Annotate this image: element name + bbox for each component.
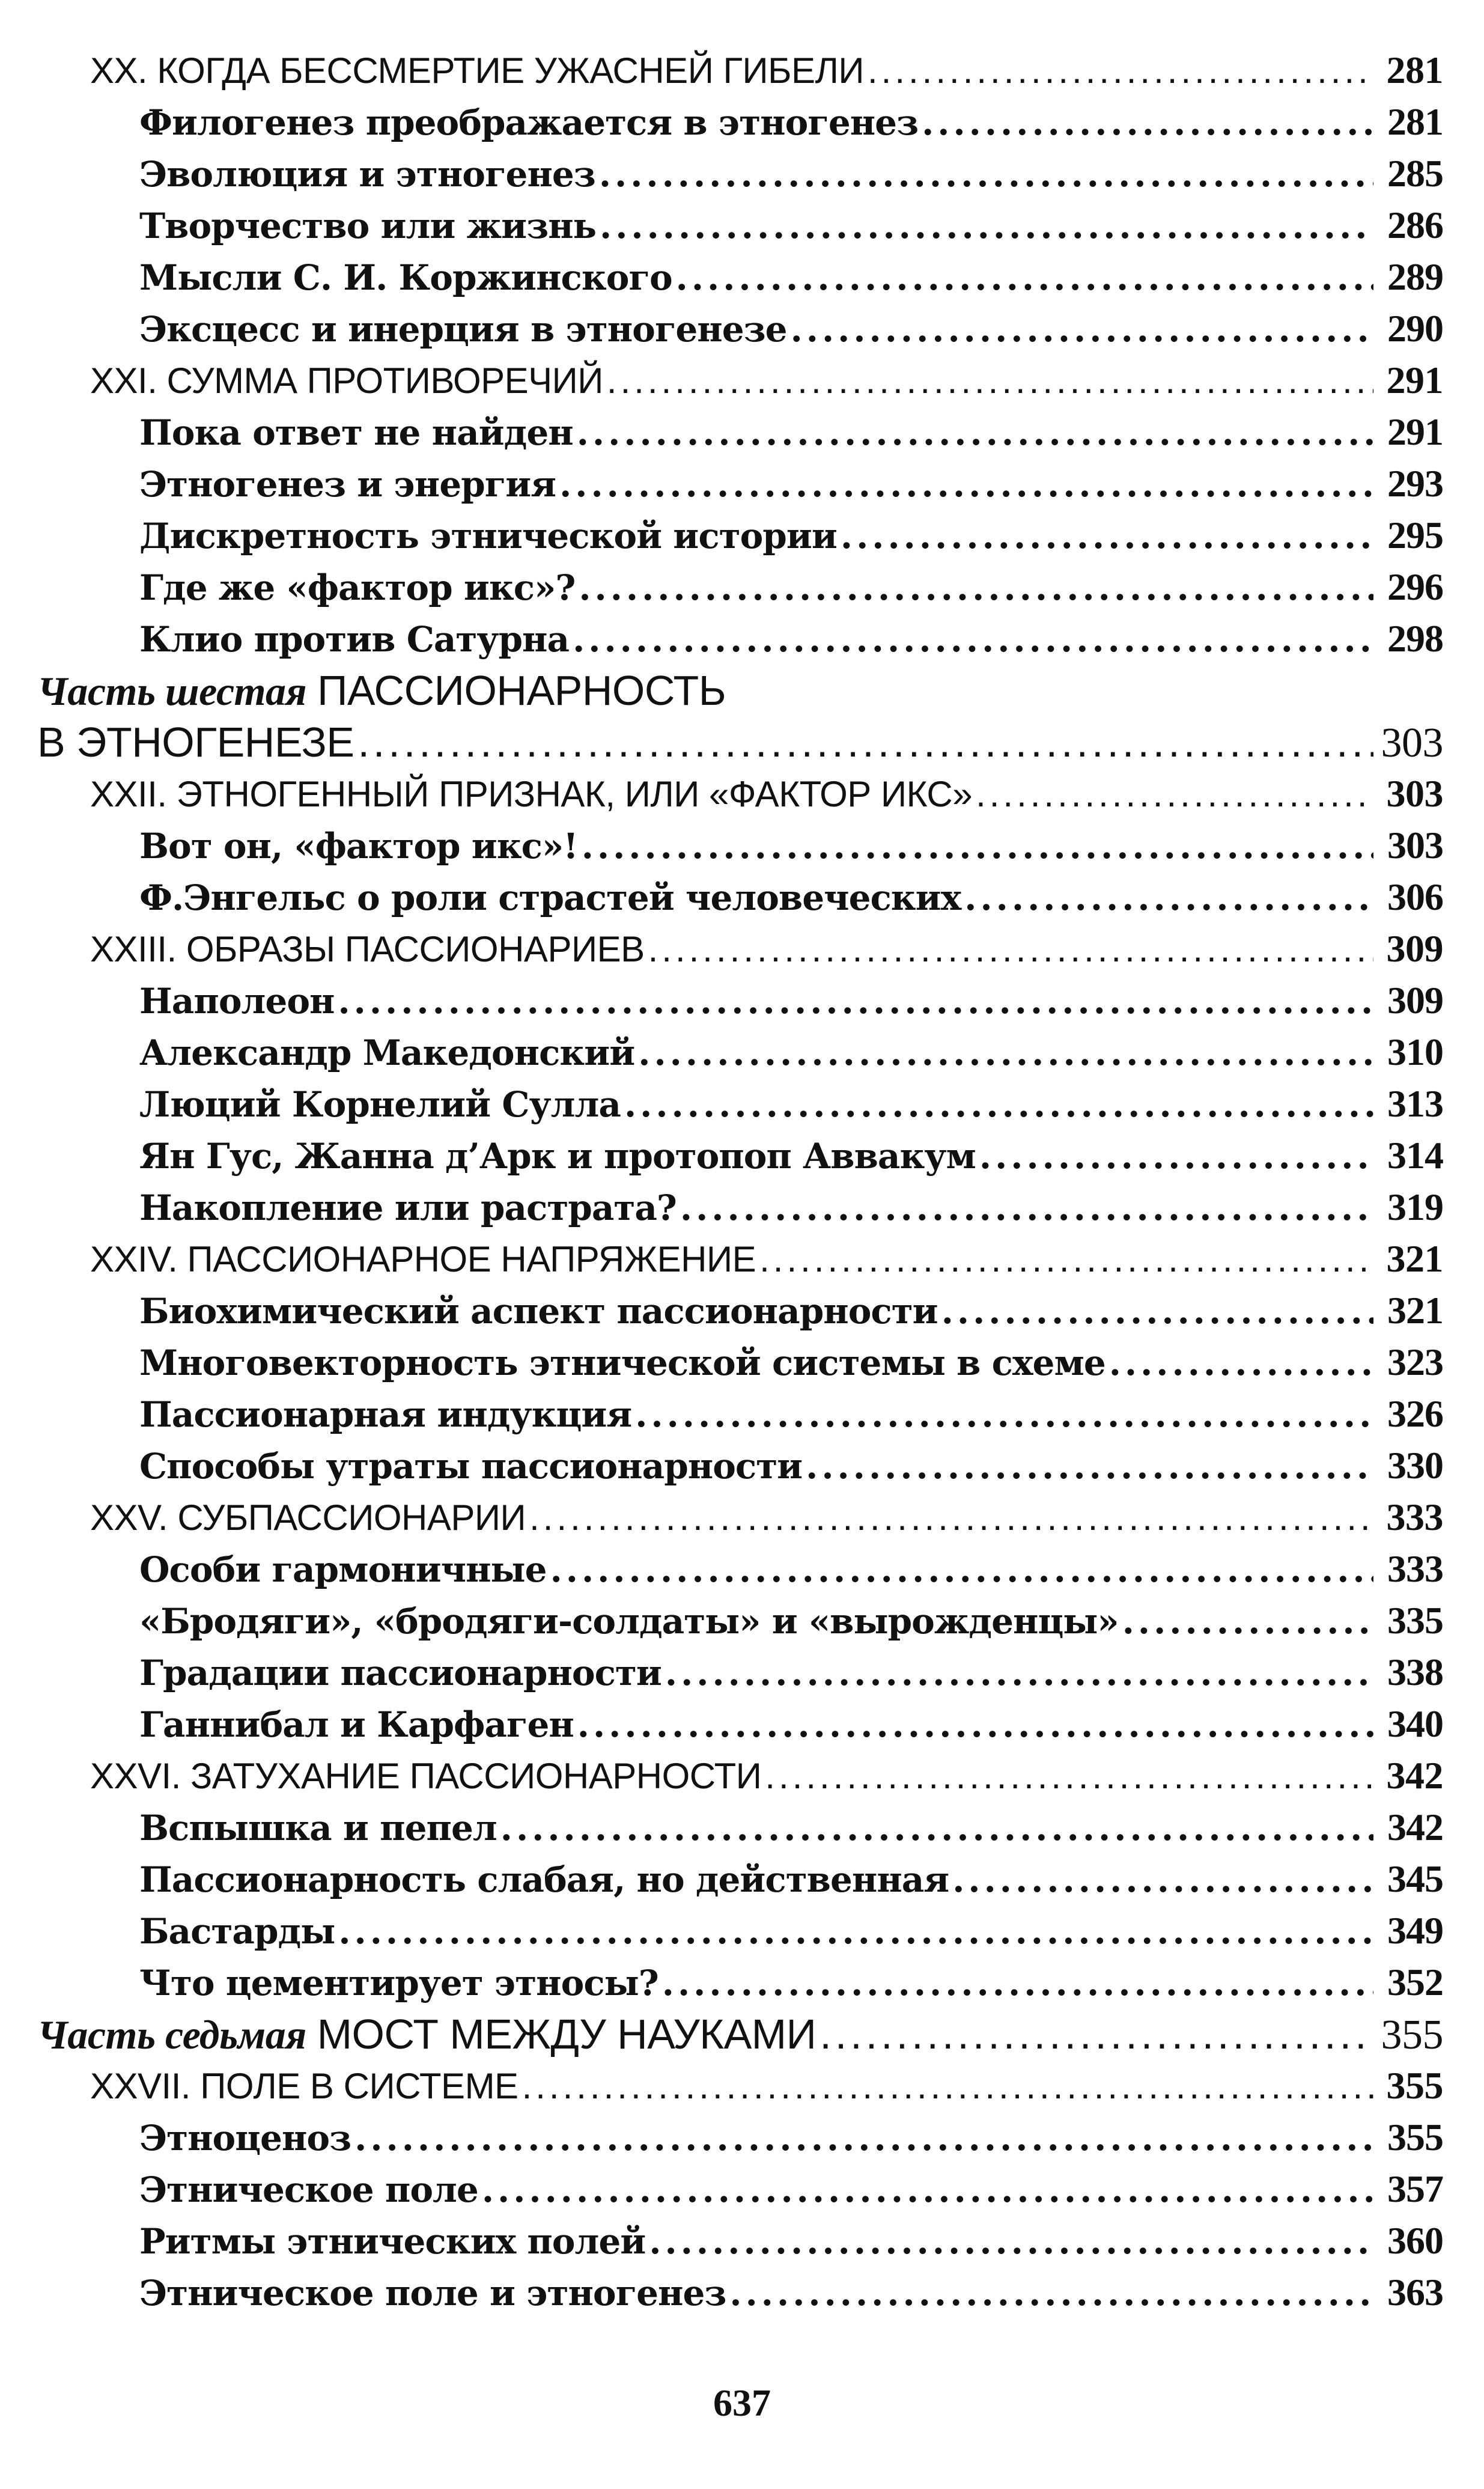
dot-leader <box>941 1285 1373 1337</box>
dot-leader <box>665 1647 1373 1699</box>
dot-leader <box>338 1906 1373 1957</box>
entry-title-text: Мысли С. И. Коржинского <box>139 257 672 298</box>
entry-title-text: Что цементирует этносы? <box>139 1963 658 2003</box>
entry-page-number: 338 <box>1387 1651 1443 1693</box>
entry-page-number: 314 <box>1387 1134 1443 1177</box>
toc-chapter-entry <box>37 923 1443 975</box>
entry-title-text: Многовекторность этнической системы в схеме <box>139 1342 1105 1383</box>
dot-leader <box>573 614 1373 665</box>
toc-section-entry <box>37 1543 1443 1595</box>
entry-page-number: 290 <box>1387 307 1443 350</box>
entry-page-number: 357 <box>1387 2168 1443 2210</box>
entry-page-number: 303 <box>1386 772 1443 815</box>
toc-part-entry <box>37 716 1443 768</box>
dot-leader <box>638 1027 1373 1079</box>
entry-title <box>139 1544 547 1595</box>
dot-leader <box>662 1957 1373 2009</box>
toc-section-entry <box>37 1853 1443 1905</box>
entry-title <box>139 2164 478 2216</box>
entry-title-text: Ритмы этнических полей <box>139 2221 646 2262</box>
dot-leader <box>676 252 1373 303</box>
entry-title <box>90 1750 761 1802</box>
entry-title-text: XXV. СУБПАССИОНАРИИ <box>90 1497 526 1538</box>
toc-chapter-entry <box>37 1233 1443 1285</box>
dot-leader <box>922 97 1373 148</box>
entry-title-text: XXIV. ПАССИОНАРНОЕ НАПРЯЖЕНИЕ <box>90 1239 756 1279</box>
toc-section-entry <box>37 406 1443 458</box>
dot-leader <box>529 1492 1373 1544</box>
toc-part-heading <box>37 665 1443 716</box>
toc-section-entry <box>37 1181 1443 1233</box>
entry-page-number: 319 <box>1387 1186 1443 1228</box>
entry-page-number: 296 <box>1387 565 1443 608</box>
entry-title-text: Эксцесс и инерция в этногенезе <box>139 309 787 350</box>
dot-leader <box>577 1699 1373 1750</box>
entry-title <box>139 1285 938 1337</box>
entry-title-text: Ян Гус, Жанна д’Арк и протопоп Аввакум <box>139 1136 976 1177</box>
toc-chapter-entry <box>37 768 1443 820</box>
entry-title <box>139 200 596 252</box>
toc-section-entry <box>37 1905 1443 1957</box>
entry-title <box>139 510 837 562</box>
dot-leader <box>791 303 1373 355</box>
entry-page-number: 330 <box>1387 1444 1443 1487</box>
dot-leader <box>482 2164 1373 2216</box>
entry-title-text: XXI. СУММА ПРОТИВОРЕЧИЙ <box>90 361 603 401</box>
dot-leader <box>649 2216 1373 2267</box>
entry-title <box>139 2216 645 2267</box>
entry-title-text: Биохимический аспект пассионарности <box>139 1291 938 1332</box>
dot-leader <box>806 1440 1373 1492</box>
entry-title-text: В ЭТНОГЕНЕЗЕ <box>37 719 354 766</box>
entry-title <box>139 303 787 355</box>
entry-page-number: 285 <box>1387 152 1443 195</box>
entry-page-number: 286 <box>1387 204 1443 246</box>
toc-section-entry <box>37 1647 1443 1698</box>
entry-title-text: «Бродяги», «бродяги-солдаты» и «вырожденцы» <box>139 1601 1119 1642</box>
entry-page-number: 363 <box>1387 2271 1443 2314</box>
dot-leader <box>338 975 1373 1027</box>
entry-title <box>139 1957 658 2009</box>
entry-page-number: 281 <box>1386 49 1443 91</box>
toc-chapter-entry <box>37 1491 1443 1543</box>
toc-section-entry <box>37 871 1443 923</box>
entry-page-number: 345 <box>1387 1857 1443 1900</box>
toc-section-entry <box>37 148 1443 200</box>
entry-title <box>139 820 578 872</box>
toc-section-entry <box>37 1078 1443 1130</box>
entry-title <box>139 1440 802 1492</box>
entry-title-text: XXVII. ПОЛЕ В СИСТЕМЕ <box>90 2066 518 2106</box>
entry-title <box>139 407 573 458</box>
toc-section-entry <box>37 1957 1443 2008</box>
entry-title <box>90 924 645 975</box>
entry-title <box>90 1234 756 1285</box>
dot-leader <box>522 2061 1373 2112</box>
entry-title-text: Этническое поле <box>139 2169 478 2210</box>
entry-title-text: Пассионарная индукция <box>139 1394 632 1435</box>
entry-page-number: 310 <box>1387 1031 1443 1073</box>
dot-leader <box>648 924 1373 975</box>
toc-section-entry <box>37 1595 1443 1647</box>
entry-title <box>139 2112 351 2164</box>
entry-title <box>139 1802 497 1854</box>
entry-title <box>139 1854 949 1906</box>
dot-leader <box>354 2112 1373 2164</box>
entry-title <box>139 458 556 510</box>
entry-title-text: Александр Македонский <box>139 1032 635 1073</box>
entry-title-text: XXVI. ЗАТУХАНИЕ ПАССИОНАРНОСТИ <box>90 1756 762 1796</box>
entry-page-number: 303 <box>1381 720 1443 766</box>
entry-title-text: Бастарды <box>139 1911 335 1952</box>
toc-chapter-entry <box>37 355 1443 406</box>
dot-leader <box>635 1389 1373 1440</box>
entry-title-text: МОСТ МЕЖДУ НАУКАМИ <box>317 2011 817 2058</box>
dot-leader <box>1109 1337 1373 1389</box>
toc-section-entry <box>37 1440 1443 1491</box>
dot-leader <box>600 200 1373 252</box>
entry-title <box>139 252 672 303</box>
entry-title-text: Творчество или жизнь <box>139 206 597 246</box>
toc-section-entry <box>37 1130 1443 1181</box>
dot-leader <box>559 458 1373 510</box>
dot-leader <box>841 510 1373 562</box>
table-of-contents <box>37 44 1443 2318</box>
toc-section-entry <box>37 1336 1443 1388</box>
entry-title-text: Вот он, «фактор икс»! <box>139 826 578 867</box>
entry-page-number: 323 <box>1387 1341 1443 1383</box>
dot-leader <box>964 872 1373 924</box>
entry-title-text: Филогенез преображается в этногенез <box>139 102 919 143</box>
entry-title <box>90 45 864 97</box>
entry-page-number: 355 <box>1387 2116 1443 2158</box>
entry-title <box>139 1389 631 1440</box>
entry-page-number: 289 <box>1387 255 1443 298</box>
entry-page-number: 321 <box>1387 1289 1443 1332</box>
entry-title-text: Этническое поле и этногенез <box>139 2273 726 2314</box>
entry-page-number: 306 <box>1387 876 1443 918</box>
entry-page-number: 352 <box>1387 1961 1443 2003</box>
entry-page-number: 335 <box>1387 1599 1443 1642</box>
dot-leader <box>868 45 1373 97</box>
entry-page-number: 326 <box>1387 1392 1443 1435</box>
entry-title <box>139 975 334 1027</box>
toc-section-entry <box>37 2215 1443 2267</box>
part-title: ПАССИОНАРНОСТЬ <box>317 667 726 714</box>
dot-leader <box>680 1182 1373 1234</box>
toc-section-entry <box>37 458 1443 510</box>
entry-title <box>37 716 354 768</box>
dot-leader <box>729 2267 1373 2319</box>
entry-title-text: XX. КОГДА БЕССМЕРТИЕ УЖАСНЕЙ ГИБЕЛИ <box>90 50 864 91</box>
entry-title <box>139 562 575 614</box>
dot-leader <box>607 355 1373 407</box>
entry-title-text: Наполеон <box>139 981 335 1022</box>
entry-title <box>139 1595 1119 1647</box>
entry-title-text: Люций Корнелий Сулла <box>139 1084 621 1125</box>
toc-section-entry <box>37 1026 1443 1078</box>
toc-section-entry <box>37 975 1443 1026</box>
entry-page-number: 281 <box>1387 100 1443 143</box>
toc-part-entry <box>37 2008 1443 2060</box>
entry-page-number: 313 <box>1387 1082 1443 1125</box>
entry-page-number: 303 <box>1387 824 1443 867</box>
dot-leader <box>500 1802 1373 1854</box>
entry-title <box>139 1337 1105 1389</box>
dot-leader <box>952 1854 1373 1906</box>
toc-section-entry <box>37 1285 1443 1336</box>
entry-title-text: XXII. ЭТНОГЕННЫЙ ПРИЗНАК, ИЛИ «ФАКТОР ИКС» <box>90 774 973 814</box>
entry-page-number: 340 <box>1387 1702 1443 1745</box>
entry-title <box>139 97 918 148</box>
entry-title <box>139 148 595 200</box>
entry-page-number: 342 <box>1386 1754 1443 1797</box>
part-label: Часть шестая <box>37 668 307 714</box>
entry-title <box>90 2061 518 2112</box>
entry-title <box>139 614 569 665</box>
toc-section-entry <box>37 510 1443 561</box>
dot-leader <box>976 769 1373 820</box>
entry-title <box>139 2267 726 2319</box>
toc-section-entry <box>37 2267 1443 2318</box>
entry-title <box>90 355 603 407</box>
entry-title <box>139 1647 661 1699</box>
entry-title <box>139 1130 976 1182</box>
entry-title <box>139 1182 677 1234</box>
toc-chapter-entry <box>37 1750 1443 1802</box>
toc-section-entry <box>37 561 1443 613</box>
toc-section-entry <box>37 1388 1443 1440</box>
entry-title <box>139 1906 335 1957</box>
entry-title-text: Пока ответ не найден <box>139 412 573 453</box>
toc-section-entry <box>37 1698 1443 1750</box>
entry-title-text: Этногенез и энергия <box>139 464 556 505</box>
entry-page-number: 333 <box>1387 1547 1443 1590</box>
entry-page-number: 321 <box>1386 1237 1443 1280</box>
entry-title-text: Градации пассионарности <box>139 1653 661 1693</box>
entry-title-text: Клио против Сатурна <box>139 619 570 660</box>
entry-title-text: Вспышка и пепел <box>139 1808 497 1848</box>
entry-title-text: Дискретность этнической истории <box>139 516 837 556</box>
dot-leader <box>820 2008 1373 2060</box>
entry-page-number: 291 <box>1387 410 1443 453</box>
entry-title-text: Особи гармоничные <box>139 1549 547 1590</box>
toc-section-entry <box>37 251 1443 303</box>
entry-page-number: 309 <box>1386 927 1443 970</box>
dot-leader <box>979 1130 1373 1182</box>
dot-leader <box>579 562 1373 614</box>
entry-page-number: 298 <box>1387 617 1443 660</box>
entry-page-number: 295 <box>1387 514 1443 556</box>
toc-section-entry <box>37 2112 1443 2163</box>
entry-title-text: Накопление или растрата? <box>139 1187 677 1228</box>
entry-title-text: Где же «фактор икс»? <box>139 567 576 608</box>
entry-title <box>90 769 972 820</box>
entry-title-text: Способы утраты пассионарности <box>139 1446 803 1487</box>
part-label: Часть седьмая <box>37 2012 306 2058</box>
entry-title <box>139 1079 621 1130</box>
dot-leader <box>599 148 1373 200</box>
entry-title-text: Пассионарность слабая, но действенная <box>139 1859 949 1900</box>
page-number: 637 <box>713 2381 771 2424</box>
toc-chapter-entry <box>37 44 1443 96</box>
entry-page-number: 355 <box>1381 2012 1443 2058</box>
entry-page-number: 360 <box>1387 2219 1443 2262</box>
entry-title-text: Ф.Энгельс о роли страстей человеческих <box>139 877 961 918</box>
toc-section-entry <box>37 200 1443 251</box>
toc-section-entry <box>37 96 1443 148</box>
entry-title <box>139 872 961 924</box>
entry-title-text: Этноценоз <box>139 2118 351 2158</box>
dot-leader <box>582 820 1373 872</box>
entry-title <box>90 1492 526 1544</box>
entry-title <box>139 1699 574 1750</box>
entry-page-number: 342 <box>1387 1806 1443 1848</box>
entry-page-number: 291 <box>1386 359 1443 401</box>
entry-page-number: 333 <box>1386 1496 1443 1538</box>
toc-section-entry <box>37 2163 1443 2215</box>
toc-section-entry <box>37 613 1443 665</box>
dot-leader <box>550 1544 1373 1595</box>
entry-title-text: Эволюция и этногенез <box>139 154 595 195</box>
dot-leader <box>577 407 1373 458</box>
entry-title <box>37 2008 816 2061</box>
dot-leader <box>765 1750 1373 1802</box>
entry-title <box>139 1027 634 1079</box>
dot-leader <box>1122 1595 1373 1647</box>
dot-leader <box>624 1079 1373 1130</box>
entry-title-text: XXIII. ОБРАЗЫ ПАССИОНАРИЕВ <box>90 929 645 969</box>
dot-leader <box>357 716 1373 768</box>
entry-title-text: Ганнибал и Карфаген <box>139 1704 574 1745</box>
toc-section-entry <box>37 820 1443 871</box>
toc-section-entry <box>37 1802 1443 1853</box>
toc-chapter-entry <box>37 2060 1443 2112</box>
entry-page-number: 293 <box>1387 462 1443 505</box>
entry-page-number: 349 <box>1387 1909 1443 1952</box>
toc-section-entry <box>37 303 1443 355</box>
dot-leader <box>759 1234 1373 1285</box>
entry-page-number: 309 <box>1387 979 1443 1022</box>
entry-page-number: 355 <box>1386 2064 1443 2107</box>
